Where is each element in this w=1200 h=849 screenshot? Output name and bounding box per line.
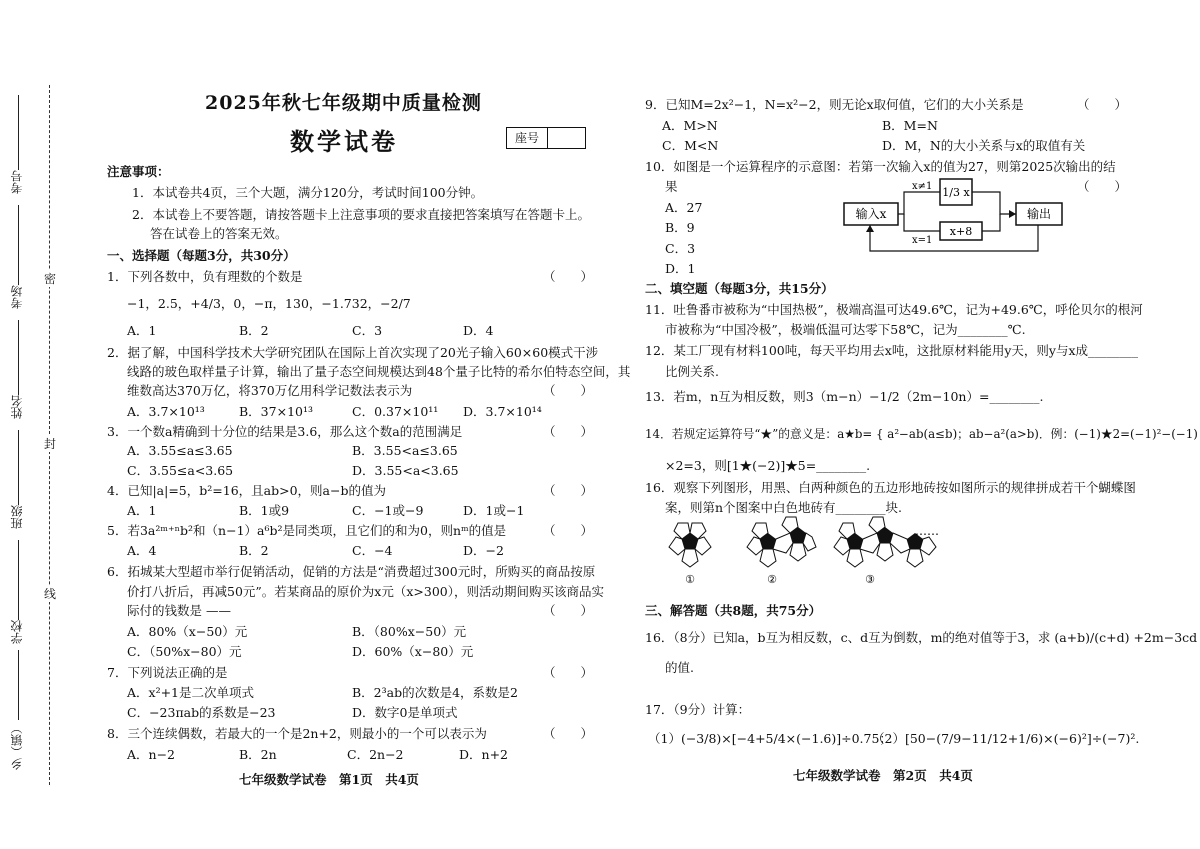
option-b: B．1或9 bbox=[239, 503, 290, 518]
option-c: C．−23πab的系数是−23 bbox=[127, 705, 276, 720]
option-a: A．3.55≤a≤3.65 bbox=[127, 443, 233, 458]
question-17-part-2: （2）[50−(7/9−11/12+1/6)×(−6)²]÷(−7)². bbox=[872, 731, 1140, 746]
option-c: C．3 bbox=[665, 241, 696, 256]
flow-input: 输入x bbox=[855, 207, 887, 221]
option-c: C．M<N bbox=[662, 138, 719, 153]
option-c: C．3.55≤a<3.65 bbox=[127, 463, 234, 478]
question-2-line: 线路的玻色取样量子计算，输出了量子态空间规模达到48个量子比特的希尔伯特态空间，其 bbox=[127, 364, 631, 379]
option-d: D．4 bbox=[463, 323, 494, 338]
answer-paren: （ ） bbox=[543, 665, 594, 680]
question-6: 6．拓城某大型超市举行促销活动，促销的方法是“消费超过300元时，所购买的商品按原 bbox=[107, 564, 596, 579]
question-8: 8．三个连续偶数，若最大的一个是2n+2，则最小的一个可以表示为 bbox=[107, 726, 487, 741]
exam-title: 2025年秋七年级期中质量检测 bbox=[205, 92, 482, 114]
option-a: A．1 bbox=[127, 323, 157, 338]
option-b: B．2 bbox=[239, 323, 269, 338]
question-16-pattern: 16．观察下列图形，用黑、白两种颜色的五边形地砖按如图所示的规律拼成若干个蝴蝶图 bbox=[645, 480, 1136, 495]
option-b: B．（80%x−50）元 bbox=[352, 624, 467, 639]
answer-paren: （ ） bbox=[543, 424, 594, 439]
page-footer: 七年级数学试卷 第1页 共4页 bbox=[239, 772, 419, 787]
pentagon-pattern-figure bbox=[660, 515, 950, 590]
question-12-line: 比例关系. bbox=[665, 364, 719, 379]
label-exam-room: 考场 bbox=[10, 285, 24, 309]
answer-paren: （ ） bbox=[543, 483, 594, 498]
notice-title: 注意事项： bbox=[107, 164, 170, 179]
question-2-line: 维数高达370万亿，将370万亿用科学记数法表示为 bbox=[127, 383, 413, 398]
question-10: 10．如图是一个运算程序的示意图：若第一次输入x的值为27，则第2025次输出的结 bbox=[645, 159, 1116, 174]
binding-margin bbox=[0, 0, 60, 849]
option-d: D．1或−1 bbox=[463, 503, 525, 518]
option-b: B．2n bbox=[239, 747, 277, 762]
flow-box-top: 1/3 x bbox=[942, 186, 970, 199]
option-d: D．数字0是单项式 bbox=[352, 705, 458, 720]
question-2: 2．据了解，中国科学技术大学研究团队在国际上首次实现了20光子输入60×60模式干涉 bbox=[107, 345, 599, 360]
option-c: C．2n−2 bbox=[347, 747, 404, 762]
option-a: A．x²+1是二次单项式 bbox=[127, 685, 255, 700]
section-2-heading: 二、填空题（每题3分，共15分） bbox=[645, 281, 834, 296]
option-c: C．（50%x−80）元 bbox=[127, 644, 242, 659]
pattern-ellipsis: …… bbox=[915, 524, 939, 538]
answer-paren: （ ） bbox=[1077, 179, 1128, 194]
seat-field[interactable] bbox=[547, 127, 586, 149]
option-b: B．2 bbox=[239, 543, 269, 558]
question-12: 12．某工厂现有材料100吨，每天平均用去x吨，这批原材料能用y天，则y与x成________ bbox=[645, 343, 1138, 358]
answer-paren: （ ） bbox=[543, 726, 594, 741]
section-1-heading: 一、选择题（每题3分，共30分） bbox=[107, 248, 296, 263]
question-14-line: ×2=3，则[1★(−2)]★5=________. bbox=[665, 458, 871, 473]
question-9: 9．已知M=2x²−1，N=x²−2，则无论x取何值，它们的大小关系是 bbox=[645, 97, 1024, 112]
option-d: D．n+2 bbox=[459, 747, 508, 762]
pattern-label-3: ③ bbox=[865, 573, 875, 586]
flow-box-bottom: x+8 bbox=[949, 225, 973, 238]
option-d: D．3.7×10¹⁴ bbox=[463, 404, 542, 419]
label-class: 班级 bbox=[10, 505, 24, 529]
question-13: 13．若m，n互为相反数，则3（m−n）−1/2（2m−10n）=________. bbox=[645, 389, 1044, 404]
question-1-numbers: −1，2.5，+4/3，0，−π，130，−1.732，−2/7 bbox=[127, 296, 411, 311]
option-a: A．n−2 bbox=[127, 747, 176, 762]
option-b: B．2³ab的次数是4，系数是2 bbox=[352, 685, 519, 700]
answer-paren: （ ） bbox=[543, 603, 594, 618]
option-a: A．80%（x−50）元 bbox=[127, 624, 248, 639]
flow-cond-bottom: x=1 bbox=[912, 235, 933, 246]
blank-line bbox=[18, 205, 19, 285]
seat-label: 座号 bbox=[506, 127, 548, 149]
section-3-heading: 三、解答题（共8题，共75分） bbox=[645, 603, 822, 618]
label-exam-no: 考号 bbox=[10, 170, 24, 194]
label-school: 学校 bbox=[10, 620, 24, 644]
flowchart-diagram bbox=[840, 175, 1080, 260]
option-a: A．27 bbox=[665, 200, 703, 215]
exam-subject: 数学试卷 bbox=[290, 127, 398, 156]
option-d: D．M，N的大小关系与x的取值有关 bbox=[882, 138, 1086, 153]
notice-item: 1．本试卷共4页，三个大题，满分120分，考试时间100分钟。 bbox=[132, 185, 484, 200]
pattern-1 bbox=[669, 523, 711, 567]
question-16-solution-line: 的值. bbox=[665, 660, 694, 675]
option-c: C．−1或−9 bbox=[352, 503, 424, 518]
flow-cond-top: x≠1 bbox=[912, 181, 933, 192]
option-b: B．37×10¹³ bbox=[239, 404, 313, 419]
question-11: 11．吐鲁番市被称为“中国热极”，极端高温可达49.6℃，记为+49.6℃，呼伦贝尔的根河 bbox=[645, 302, 1143, 317]
question-17-part-1: （1）(−3/8)×[−4+5/4×(−1.6)]÷0.75； bbox=[648, 731, 892, 746]
option-a: A．3.7×10¹³ bbox=[127, 404, 205, 419]
blank-line bbox=[18, 95, 19, 170]
blank-line bbox=[18, 650, 19, 720]
question-17: 17．（9分）计算： bbox=[645, 702, 751, 717]
label-name: 姓名 bbox=[10, 395, 24, 419]
question-3: 3．一个数a精确到十分位的结果是3.6，那么这个数a的范围满足 bbox=[107, 424, 463, 439]
flow-output: 输出 bbox=[1026, 207, 1052, 221]
seal-word: 线 bbox=[44, 587, 57, 601]
page-footer: 七年级数学试卷 第2页 共4页 bbox=[793, 768, 973, 783]
answer-paren: （ ） bbox=[543, 269, 594, 284]
notice-item: 答在试卷上的答案无效。 bbox=[150, 226, 288, 241]
pattern-label-1: ① bbox=[685, 573, 695, 586]
option-b: B．M=N bbox=[882, 118, 938, 133]
blank-line bbox=[18, 320, 19, 395]
seal-word: 封 bbox=[44, 437, 57, 451]
notice-item: 2．本试卷上不要答题，请按答题卡上注意事项的要求直接把答案填写在答题卡上。 bbox=[132, 207, 590, 222]
option-b: B．9 bbox=[665, 220, 695, 235]
question-1: 1．下列各数中，负有理数的个数是 bbox=[107, 269, 303, 284]
option-d: D．3.55<a<3.65 bbox=[352, 463, 459, 478]
question-11-line: 市被称为“中国冷极”，极端低温可达零下58℃，记为________℃. bbox=[665, 322, 1026, 337]
answer-paren: （ ） bbox=[543, 383, 594, 398]
option-c: C．−4 bbox=[352, 543, 393, 558]
blank-line bbox=[18, 430, 19, 505]
question-14: 14．若规定运算符号“★”的意义是：a★b= { a²−ab(a≤b)；ab−a²(a>b)．例：(−1)★2=(−1)²−(−1) bbox=[645, 427, 1198, 441]
pattern-2 bbox=[747, 517, 816, 567]
question-10-line: 果 bbox=[665, 179, 678, 194]
question-6-line: 价打八折后，再减50元”。若某商品的原价为x元（x>300），则活动期间购买该商品实 bbox=[127, 584, 604, 599]
pattern-label-2: ② bbox=[767, 573, 777, 586]
option-d: D．−2 bbox=[463, 543, 504, 558]
question-16-solution: 16．（8分）已知a，b互为相反数，c、d互为倒数，m的绝对值等于3，求 (a+b)/(c+d) +2m−3cd bbox=[645, 630, 1198, 645]
question-7: 7．下列说法正确的是 bbox=[107, 665, 228, 680]
answer-paren: （ ） bbox=[1077, 97, 1128, 112]
question-6-line: 际付的钱数是 —— bbox=[127, 603, 231, 618]
option-d: D．1 bbox=[665, 261, 696, 276]
question-4: 4．已知|a|=5，b²=16，且ab>0，则a−b的值为 bbox=[107, 483, 386, 498]
question-16-pattern-line: 案，则第n个图案中白色地砖有________块. bbox=[665, 500, 903, 515]
option-c: C．0.37×10¹¹ bbox=[352, 404, 439, 419]
blank-line bbox=[18, 540, 19, 620]
question-5: 5．若3a²ᵐ⁺ⁿb²和（n−1）a⁶b²是同类项，且它们的和为0，则nᵐ的值是 bbox=[107, 523, 507, 538]
option-a: A．1 bbox=[127, 503, 157, 518]
option-a: A．M>N bbox=[662, 118, 718, 133]
answer-paren: （ ） bbox=[543, 523, 594, 538]
option-d: D．60%（x−80）元 bbox=[352, 644, 474, 659]
option-a: A．4 bbox=[127, 543, 157, 558]
option-b: B．3.55<a≤3.65 bbox=[352, 443, 458, 458]
label-town: 乡（镇） bbox=[10, 722, 24, 770]
option-c: C．3 bbox=[352, 323, 383, 338]
seal-word: 密 bbox=[44, 272, 57, 286]
